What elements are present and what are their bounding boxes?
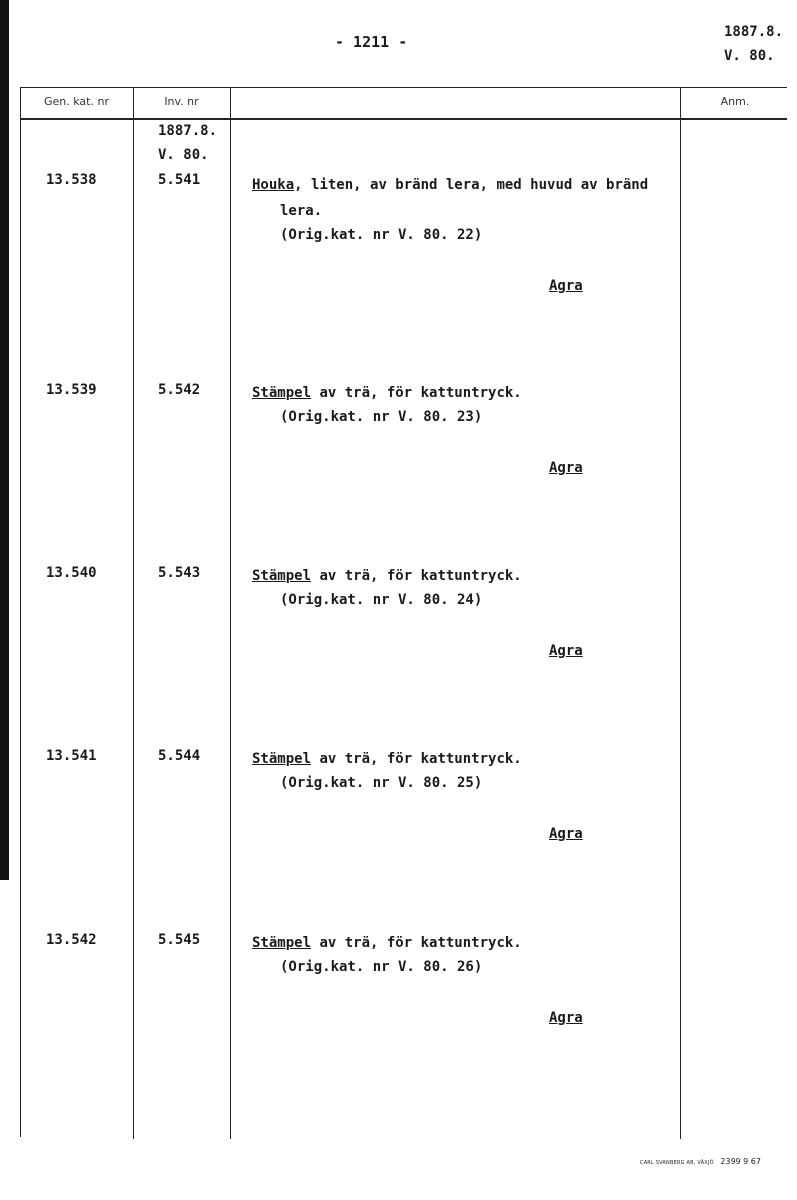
header-bottom-rule xyxy=(20,118,787,120)
agra-mark: Agra xyxy=(549,460,583,476)
entry-description-text: av trä, för kattuntryck. xyxy=(311,385,522,401)
inv-header-line1: 1887.8. xyxy=(158,123,218,139)
agra-mark: Agra xyxy=(549,643,583,659)
entry-description-text: av trä, för kattuntryck. xyxy=(311,935,522,951)
inv-header-line2: V. 80. xyxy=(158,147,209,163)
gen-kat-number: 13.542 xyxy=(46,932,97,948)
entry-title: Stämpel xyxy=(252,751,312,767)
agra-mark: Agra xyxy=(549,1010,583,1026)
original-catalog-reference: (Orig.kat. nr V. 80. 22) xyxy=(280,227,483,243)
gen-kat-number: 13.541 xyxy=(46,748,97,764)
left-margin-bar xyxy=(0,0,9,880)
entry-description-text: av trä, för kattuntryck. xyxy=(311,568,522,584)
table-top-rule xyxy=(20,87,787,88)
form-code: 2399 9 67 xyxy=(720,1157,761,1166)
entry-description xyxy=(252,172,648,198)
inv-number: 5.544 xyxy=(158,748,201,764)
inv-number: 5.545 xyxy=(158,932,201,948)
entry-title: Houka xyxy=(252,177,295,193)
column-divider xyxy=(20,87,21,1137)
entry-description xyxy=(252,563,522,589)
inv-number: 5.541 xyxy=(158,172,201,188)
gen-kat-number: 13.538 xyxy=(46,172,97,188)
entry-title: Stämpel xyxy=(252,385,312,401)
agra-mark: Agra xyxy=(549,826,583,842)
inv-number: 5.542 xyxy=(158,382,201,398)
entry-description-text: av trä, för kattuntryck. xyxy=(311,751,522,767)
entry-title: Stämpel xyxy=(252,935,312,951)
printer-imprint xyxy=(640,1157,761,1166)
agra-mark: Agra xyxy=(549,278,583,294)
entry-description-text: , liten, av bränd lera, med huvud av bränd xyxy=(294,177,649,193)
entry-description xyxy=(252,930,522,956)
printer-name: CARL SVANBERG AB, VÄXJÖ xyxy=(640,1160,714,1166)
entry-description xyxy=(252,746,522,772)
catalog-reference xyxy=(724,20,783,68)
column-divider xyxy=(230,87,231,1139)
column-header-description xyxy=(230,95,680,115)
page-number: - 1211 - xyxy=(335,33,408,51)
entry-description xyxy=(252,380,522,406)
column-header-gen-kat: Gen. kat. nr xyxy=(44,95,109,108)
catalog-reference-line2: V. 80. xyxy=(724,48,775,64)
original-catalog-reference: (Orig.kat. nr V. 80. 24) xyxy=(280,592,483,608)
column-divider xyxy=(133,87,134,1139)
inv-number: 5.543 xyxy=(158,565,201,581)
original-catalog-reference: (Orig.kat. nr V. 80. 25) xyxy=(280,775,483,791)
gen-kat-number: 13.540 xyxy=(46,565,97,581)
original-catalog-reference: (Orig.kat. nr V. 80. 23) xyxy=(280,409,483,425)
column-divider xyxy=(680,87,681,1139)
catalog-reference-line1: 1887.8. xyxy=(724,24,784,40)
entry-title: Stämpel xyxy=(252,568,312,584)
gen-kat-number: 13.539 xyxy=(46,382,97,398)
column-header-inv: Inv. nr xyxy=(164,95,199,108)
original-catalog-reference: (Orig.kat. nr V. 80. 26) xyxy=(280,959,483,975)
column-header-anm: Anm. xyxy=(720,95,750,108)
entry-description-continuation: lera. xyxy=(280,203,323,219)
